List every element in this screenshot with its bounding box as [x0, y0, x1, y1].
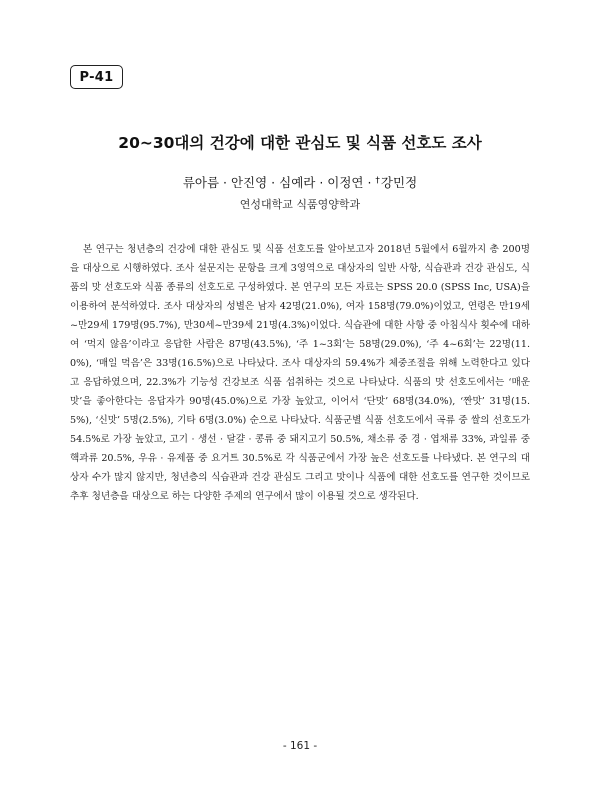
author-line [0, 173, 600, 191]
page-number: - 161 - [282, 740, 318, 752]
poster-number-badge: P-41 [70, 65, 123, 89]
paper-title: 20~30대의 건강에 대한 관심도 및 식품 선호도 조사 [118, 134, 482, 152]
affiliation: 연성대학교 식품영양학과 [239, 198, 361, 211]
author-names: 류아름 · 안진영 · 심예라 · 이정연 · [182, 175, 376, 190]
corresponding-author-name: 강민정 [380, 175, 418, 190]
abstract-body: 본 연구는 청년층의 건강에 대한 관심도 및 식품 선호도를 알아보고자 2018년 5월에서 6월까지 총 200명을 대상으로 시행하였다. 조사 설문지는 문항을 크게 3영역으로 대상자의 일반 사항, 식습관과 건강 관심도, 식품의 맛 선호도와 식품 종류의 선호도로 구성하였다. 본 연구의 모든 자료는 SPSS 20.0 (SPSS Inc, USA)을 이용하여 분석하였다. 조사 대상자의 성별은 남자 42명(21.0%), 여자 158명(79.0%)이었고, 연령은 만19세~만29세 179명(95.7%), 만30세~만39세 21명(4.3%)이었다. 식습관에 대한 사항 중 아침식사 횟수에 대하여 ‘먹지 않음’이라고 응답한 사람은 87명(43.5%), ‘주 1~3회’는 58명(29.0%), ‘주 4~6회’는 22명(11.0%), ‘매일 먹음’은 33명(16.5%)으로 나타났다. 조사 대상자의 59.4%가 체중조절을 위해 노력한다고 있다고 응답하였으며, 22.3%가 기능성 건강보조 식품 섭취하는 것으로 나타났다. 식품의 맛 선호도에서는 ‘매운맛’을 좋아한다는 응답자가 90명(45.0%)으로 가장 높았고, 이어서 ‘단맛’ 68명(34.0%), ‘짠맛’ 31명(15.5%), ‘신맛’ 5명(2.5%), 기타 6명(3.0%) 순으로 나타났다. 식품군별 식품 선호도에서 곡류 중 쌀의 선호도가 54.5%로 가장 높았고, 고기 · 생선 · 달걀 · 콩류 중 돼지고기 50.5%, 채소류 중 경 · 엽채류 33%, 과일류 중 핵과류 20.5%, 우유 · 유제품 중 요거트 30.5%로 각 식품군에서 가장 높은 선호도를 나타냈다. 본 연구의 대상자 수가 많지 않지만, 청년층의 식습관과 건강 관심도 그리고 맛이나 식품에 대한 선호도를 연구한 것이므로 추후 청년층을 대상으로 하는 다양한 주제의 연구에서 많이 이용될 것으로 생각된다. [70, 244, 530, 502]
corresponding-author-mark: † [375, 176, 380, 186]
